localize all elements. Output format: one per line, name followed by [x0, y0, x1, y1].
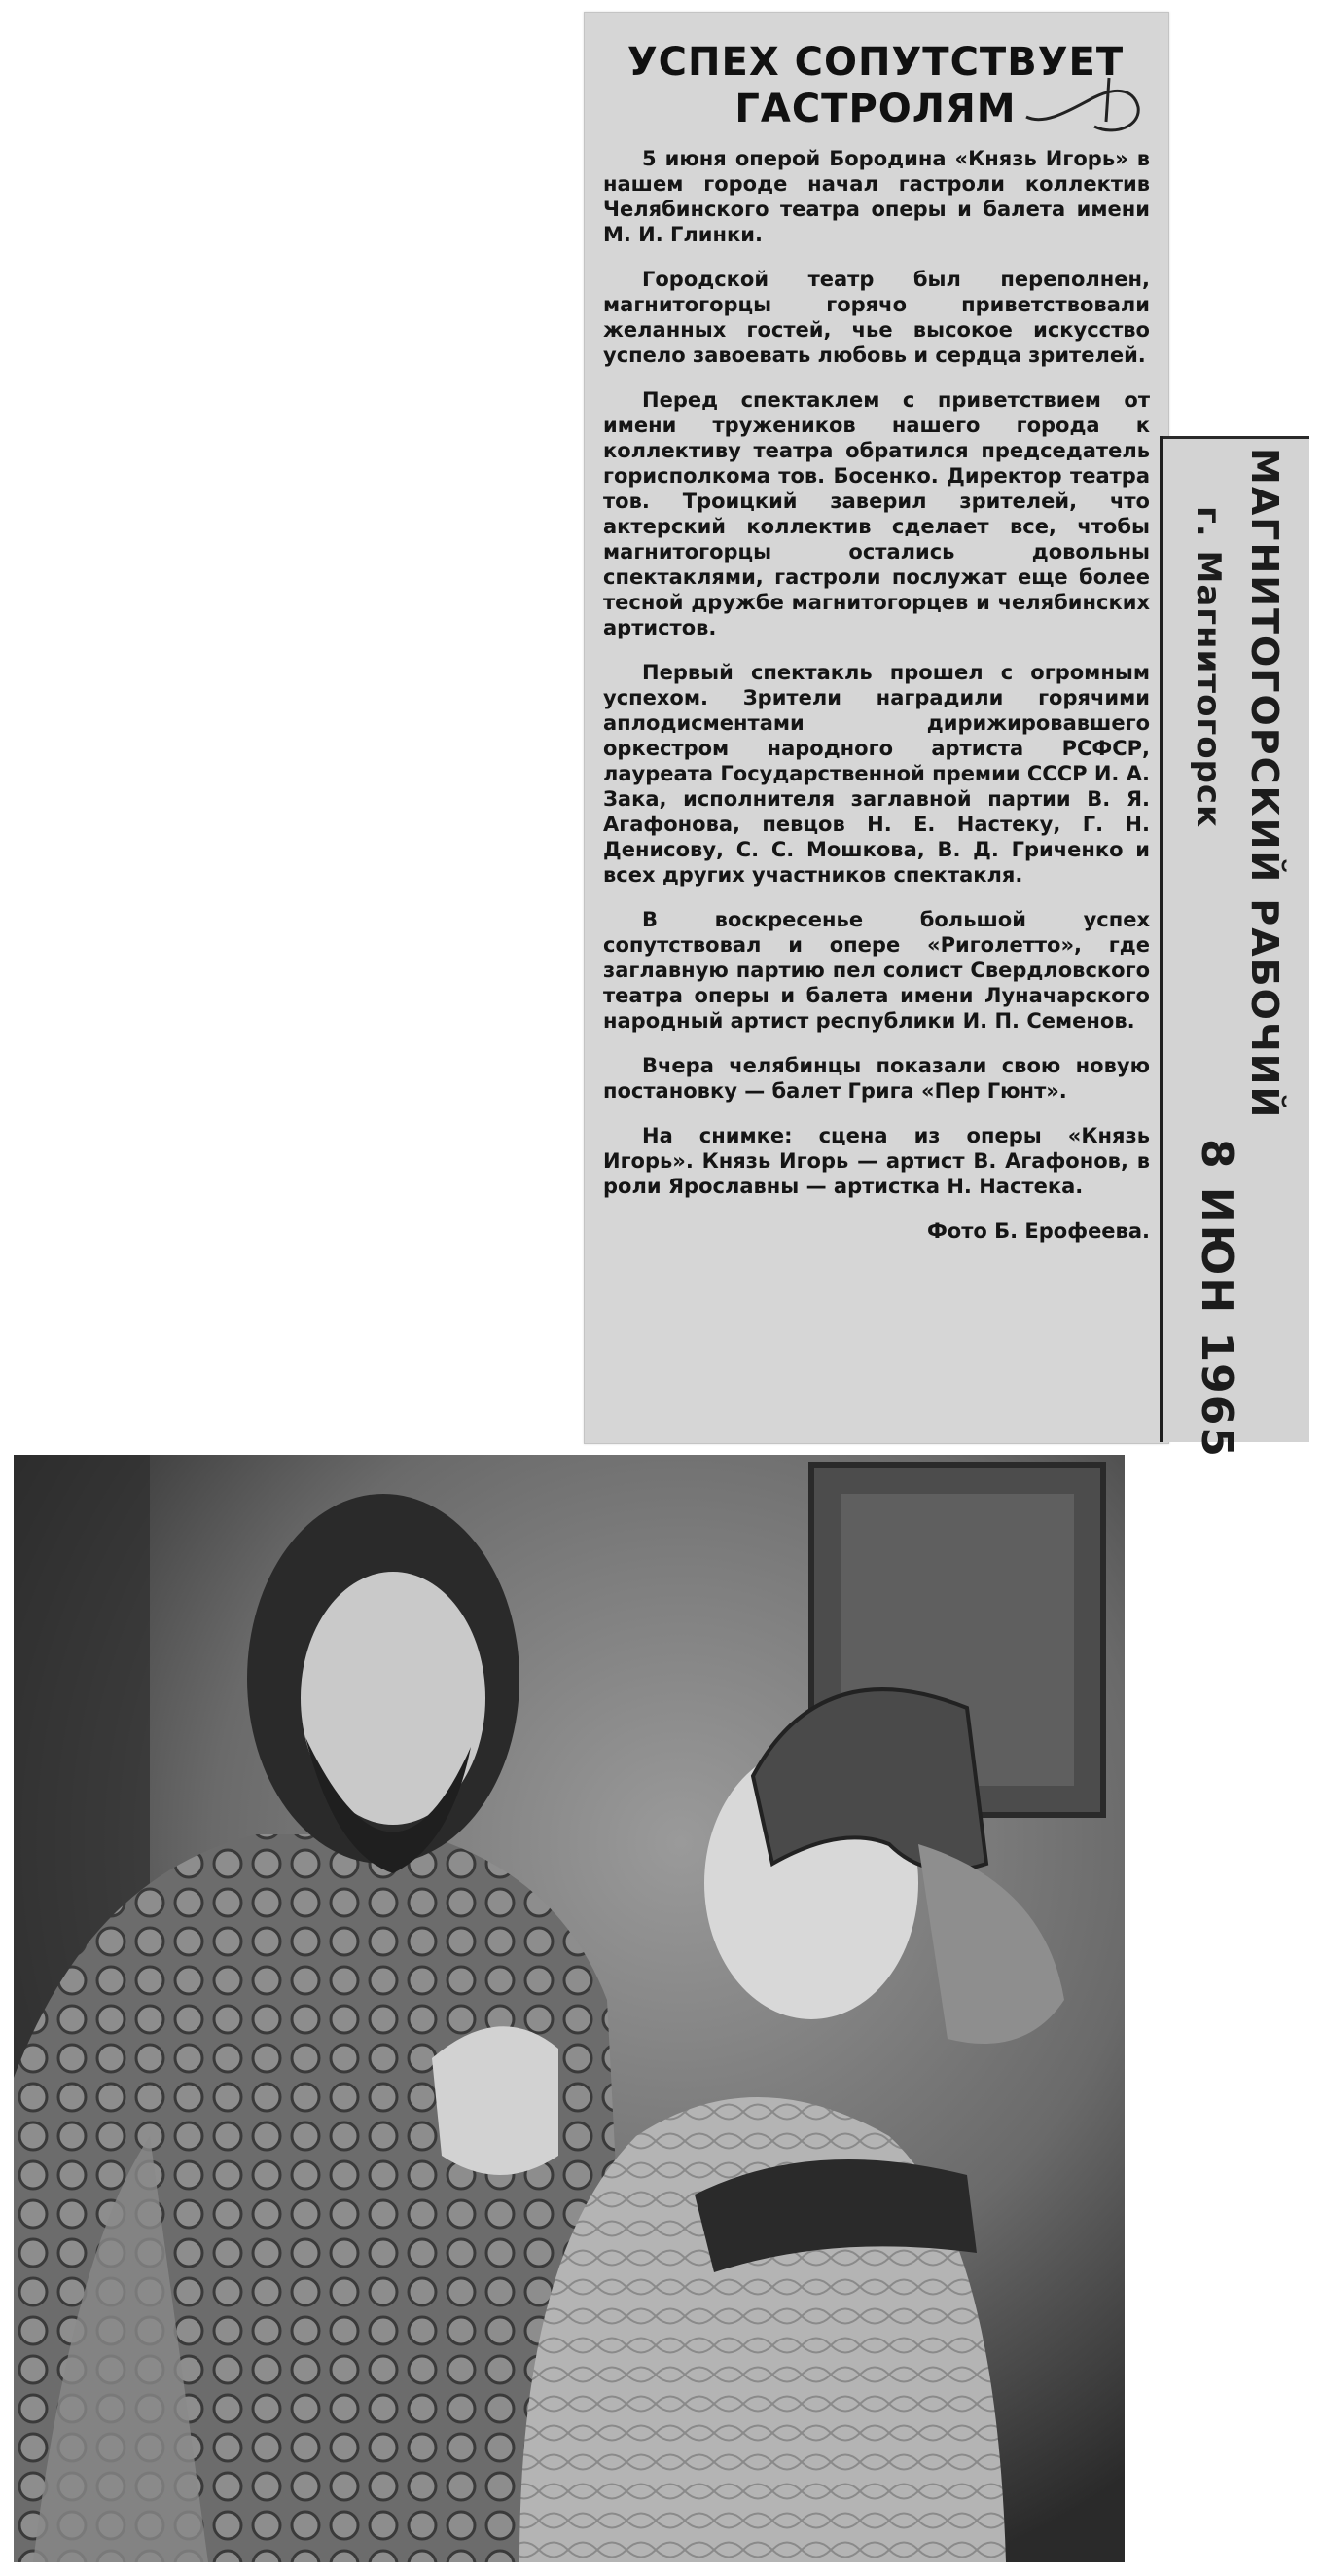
article-paragraph-2: Городской театр был переполнен, магнитогорцы горячо приветствовали желанных гостей, чье высокое искусство успело завоевать любовь и сердца зрителей. — [603, 268, 1150, 367]
city-stamp: г. Магнитогорск — [1189, 506, 1228, 829]
photo-credit: Фото Б. Ерофеева. — [926, 1219, 1150, 1243]
headline-line-2: ГАСТРОЛЯМ — [734, 87, 1017, 131]
opera-scene-illustration — [14, 1455, 1125, 2562]
photo-caption: На снимке: сцена из оперы «Князь Игорь». Князь Игорь — артист В. Агафонов, в роли Ярославны — артистка Н. Настека. — [603, 1124, 1150, 1198]
igor-hand — [432, 2026, 558, 2175]
newspaper-name-stamp: МАГНИТОГОРСКИЙ РАБОЧИЙ — [1243, 448, 1286, 1120]
opera-scene-photo — [14, 1455, 1125, 2562]
date-stamp: 8 ИЮН 1965 — [1192, 1139, 1241, 1460]
article-paragraph-1: 5 июня оперой Бородина «Князь Игорь» в нашем городе начал гастроли коллектив Челябинского театра оперы и балета имени М. И. Глинки. — [603, 147, 1150, 246]
article-paragraph-5: В воскресенье большой успех сопутствовал и опере «Риголетто», где заглавную партию пел солист Свердловского театра оперы и балета имени Луначарского народный артист республики И. П. Семенов. — [603, 908, 1150, 1033]
handwritten-mark-icon — [1017, 68, 1153, 156]
article-body — [603, 146, 1150, 1263]
masthead-rule — [1163, 436, 1309, 439]
article-paragraph-3: Перед спектаклем с приветствием от имени тружеников нашего города к коллективу театра обратился председатель горисполкома тов. Босенко. Директор театра тов. Троицкий заверил зрителей, что актерский коллектив сделает все, чтобы магнитогорцы остались довольны спектаклями, гастроли послужат еще более тесной дружбе магнитогорцев и челябинских артистов. — [603, 388, 1150, 639]
article-paragraph-4: Первый спектакль прошел с огромным успехом. Зрители наградили горячими аплодисментами дирижировавшего оркестром народного артиста РСФСР, лауреата Государственной премии СССР И. А. Зака, исполнителя заглавной партии В. Я. Агафонова, певцов Н. Е. Настеку, Г. Н. Денисову, С. С. Мошкова, В. Д. Гриченко и всех других участников спектакля. — [603, 661, 1150, 887]
headline-line-1: УСПЕХ СОПУТСТВУЕТ — [626, 40, 1125, 85]
article-paragraph-6: Вчера челябинцы показали свою новую постановку — балет Грига «Пер Гюнт». — [603, 1054, 1150, 1103]
